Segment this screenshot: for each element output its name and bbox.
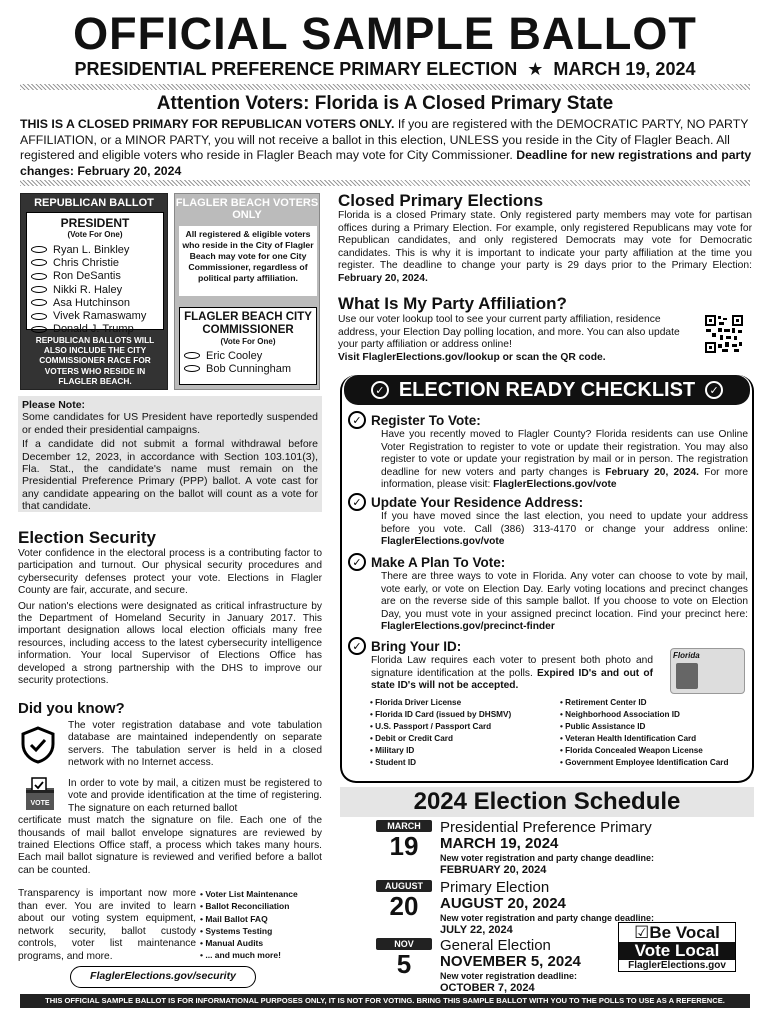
item-title: Update Your Residence Address: [371, 494, 584, 510]
calendar-day: 5 [396, 949, 412, 979]
calendar-month: NOV [376, 938, 432, 950]
item-body [371, 655, 653, 693]
attention-body [20, 117, 752, 179]
list-item: • Student ID [370, 757, 560, 769]
candidate-option[interactable] [27, 283, 163, 296]
event-date: MARCH 19, 2024 [440, 835, 559, 852]
item-text: Have you recently moved to Flagler County? Florida residents can use Online Voter Registration to register to vote or update their registration. You may also register to vote or update your registration by mail or in person. The registration deadline for new voters and party changes is [381, 429, 748, 478]
list-item: • Systems Testing [200, 925, 325, 937]
candidate-name: Ron DeSantis [53, 270, 121, 283]
item-text: If you have moved since the last election, you need to update your address before you vote. Call (386) 313-4170 or change your address online: [381, 511, 748, 535]
candidate-name: Ryan L. Binkley [53, 243, 130, 256]
security-p1: Voter confidence in the electoral process is a contributing factor to participation and turnout. Our physical security procedures and cybersecurity defenses protect your vote. Elections in Flagler County are fair, accurate, and secure. [18, 548, 322, 597]
checkbox-icon: ☑ [634, 923, 650, 942]
qr-code-icon[interactable] [704, 314, 744, 354]
election-security-title: Election Security [18, 528, 156, 547]
event-name: Primary Election [440, 879, 550, 896]
candidate-name: Vivek Ramaswamy [53, 310, 147, 323]
check-circle-icon: ✓ [348, 637, 366, 655]
closed-deadline: February 20, 2024. [338, 272, 428, 284]
item-deadline: February 20, 2024. [605, 466, 700, 478]
attention-deadline: Deadline for new registrations and party changes: February 20, 2024 [20, 148, 752, 178]
schedule-title: 2024 Election Schedule [413, 788, 681, 815]
checklist-title: ELECTION READY CHECKLIST [398, 378, 696, 401]
star-icon: ★ [522, 59, 549, 79]
party-text: Use our voter lookup tool to see your current party affiliation, residence address, your Election Day polling location, and more. You can also update your party affiliation or address online! [338, 314, 680, 351]
list-item: • U.S. Passport / Passport Card [370, 721, 560, 733]
event-deadline: FEBRUARY 20, 2024 [440, 864, 547, 876]
checklist-item-address [348, 493, 748, 549]
checklist-item-plan [348, 553, 748, 634]
candidate-option[interactable] [180, 349, 316, 362]
check-circle-icon: ✓ [705, 381, 723, 399]
id-card-label: Florida [673, 651, 700, 660]
id-list-column [560, 697, 750, 769]
candidate-option[interactable] [27, 270, 163, 283]
dyk-p2-a: In order to vote by mail, a citizen must be registered to vote and provide identification at the time of registering. The signature on each returned ballot [68, 778, 322, 814]
id-card-icon [670, 648, 745, 694]
check-circle-icon: ✓ [348, 493, 366, 511]
shield-check-icon [20, 726, 56, 764]
did-you-know-p1: The voter registration database and vote tabulation database are maintained independently on separate servers. The tabulation server is held in a closed network with no Internet access. [68, 720, 322, 769]
ballot-oval-icon [31, 313, 47, 320]
election-date: MARCH 19, 2024 [553, 59, 696, 79]
lookup-link[interactable]: Visit FlaglerElections.gov/lookup or scan the QR code. [338, 351, 606, 363]
election-name: PRESIDENTIAL PREFERENCE PRIMARY ELECTION [74, 59, 518, 79]
event-date: NOVEMBER 5, 2024 [440, 953, 581, 970]
item-body [381, 511, 748, 549]
candidate-option[interactable] [27, 296, 163, 309]
flagler-ballot-description: All registered & eligible voters who reside in the City of Flagler Beach may vote for one City Commissioner, regardless of political party affiliation. [179, 226, 317, 296]
be-vocal-logo [618, 922, 736, 972]
closed-primary-body [338, 210, 752, 286]
election-security-body [18, 548, 322, 690]
republican-ballot-header: REPUBLICAN BALLOT [34, 197, 154, 209]
accepted-id-list [370, 697, 750, 769]
please-note-p1: Some candidates for US President have reportedly suspended or ended their presidential campaigns. [22, 411, 318, 436]
item-title: Bring Your ID: [371, 638, 462, 654]
list-item: • Mail Ballot FAQ [200, 913, 325, 925]
logo-text: Be Vocal [649, 923, 720, 942]
calendar-day: 20 [389, 891, 419, 921]
candidate-option[interactable] [27, 243, 163, 256]
security-p2: Our nation's elections were designated as critical infrastructure by the Department of Homeland Security in January 2017. This important designation allows local election officials many free resources, including access to the latest cybersecurity intelligence information. Your local Supervisor of Elections Office has developed a strong partnership with the DHS to improve our security protections. [18, 600, 322, 687]
party-affiliation-body [338, 314, 693, 364]
item-text: Florida Law requires each voter to present both photo and signature identification at the polls. [371, 655, 653, 679]
ballot-oval-icon [184, 365, 200, 372]
list-item: • Neighborhood Association ID [560, 709, 750, 721]
candidate-name: Nikki R. Haley [53, 283, 123, 296]
checklist-item-register [348, 411, 748, 492]
transparency-body: Transparency is important now more than ever. You are invited to learn about our voting system equipment, network security, ballot custody controls, voter list maintenance programs, and more. [18, 888, 196, 962]
ballot-oval-icon [31, 246, 47, 253]
please-note-box [18, 396, 322, 512]
item-title: Register To Vote: [371, 412, 481, 428]
precinct-finder-link[interactable]: FlaglerElections.gov/precinct-finder [381, 621, 555, 633]
list-item: • Veteran Health Identification Card [560, 733, 750, 745]
event-deadline: JULY 22, 2024 [440, 924, 513, 936]
attention-title: Attention Voters: Florida is A Closed Primary State [156, 93, 614, 114]
divider [20, 180, 750, 186]
event-name: Presidential Preference Primary [440, 819, 652, 836]
item-body [381, 571, 748, 634]
dyk-p2-b: certificate must match the signature on file. Each one of the thousands of mail ballot envelope signatures are reviewed by trained Elections Office staff, a process which takes many hours. Each mail ballot signature is reviewed and verified before a ballot can be counted. [18, 815, 322, 876]
ballot-box-label: VOTE [30, 800, 50, 807]
page-subtitle [0, 58, 770, 80]
president-race [26, 212, 164, 336]
list-item: • Military ID [370, 745, 560, 757]
transparency-list [200, 888, 325, 962]
item-body [381, 429, 748, 492]
list-item: • Voter List Maintenance [200, 888, 325, 900]
event-name: General Election [440, 937, 551, 954]
calendar-icon [376, 820, 432, 861]
candidate-name: Donald J. Trump [53, 323, 134, 336]
security-link-button[interactable]: FlaglerElections.gov/security [70, 966, 256, 988]
closed-text: Florida is a closed Primary state. Only registered party members may vote for partisan offices during a Primary Election. For example, only registered Republicans may vote for Republican candidates, and only registered Democrats may vote for Democratic candidates. This is why it is important to indicate your party affiliation at the time you register. The deadline to change your party is 29 days prior to the Primary Election: [338, 210, 752, 272]
list-item: • ... and much more! [200, 949, 325, 961]
candidate-option[interactable] [27, 309, 163, 322]
list-item: • Retirement Center ID [560, 697, 750, 709]
vote-link[interactable]: FlaglerElections.gov/vote [493, 479, 617, 491]
check-circle-icon: ✓ [348, 411, 366, 429]
list-item: • Ballot Reconciliation [200, 900, 325, 912]
event-deadline-label: New voter registration and party change deadline: [440, 913, 655, 923]
candidate-name: Asa Hutchinson [53, 296, 131, 309]
list-item: • Public Assistance ID [560, 721, 750, 733]
calendar-day: 19 [389, 831, 419, 861]
did-you-know-p2 [18, 778, 322, 877]
calendar-month: MARCH [376, 820, 432, 832]
event-deadline: OCTOBER 7, 2024 [440, 982, 535, 994]
id-list-column [370, 697, 560, 769]
candidate-name: Chris Christie [53, 256, 120, 269]
list-item: • Florida Driver License [370, 697, 560, 709]
logo-line-1 [619, 923, 735, 942]
item-warning: Expired ID's and out of state ID's will not be accepted. [371, 667, 653, 692]
race-title: PRESIDENT [60, 216, 130, 230]
list-item: • Florida Concealed Weapon License [560, 745, 750, 757]
candidate-option[interactable] [180, 362, 316, 375]
event-deadline-label: New voter registration and party change deadline: [440, 853, 655, 863]
divider [20, 84, 750, 90]
please-note-title: Please Note: [22, 399, 86, 411]
candidate-name: Eric Cooley [206, 349, 263, 362]
list-item: • Government Employee Identification Card [560, 757, 750, 769]
did-you-know-title: Did you know? [18, 700, 125, 717]
event-date: AUGUST 20, 2024 [440, 895, 566, 912]
attention-text: If you are registered with the DEMOCRATIC PARTY, NO PARTY AFFILIATION, or a MINOR PARTY, you will not receive a ballot in this election, UNLESS you reside in the City of Flagler Beach. All registered and eligible voters who reside in Flagler Beach may vote for City Commissioner. [20, 117, 749, 162]
logo-line-2: Vote Local [619, 942, 735, 960]
list-item: • Florida ID Card (issued by DHSMV) [370, 709, 560, 721]
vote-for-one: (Vote For One) [67, 230, 123, 239]
republican-ballot [20, 193, 168, 390]
calendar-icon [376, 938, 432, 979]
closed-primary-title: Closed Primary Elections [338, 191, 544, 210]
calendar-month: AUGUST [376, 880, 432, 892]
check-circle-icon: ✓ [348, 553, 366, 571]
ballot-oval-icon [31, 326, 47, 333]
footer-disclaimer: THIS OFFICIAL SAMPLE BALLOT IS FOR INFORMATIONAL PURPOSES ONLY, IT IS NOT FOR VOTING. BRING THIS SAMPLE BALLOT WITH YOU TO THE POLLS TO USE AS A REFERENCE. [20, 994, 750, 1008]
list-item: • Debit or Credit Card [370, 733, 560, 745]
list-item: • Manual Audits [200, 937, 325, 949]
ballot-oval-icon [184, 352, 200, 359]
item-title: Make A Plan To Vote: [371, 554, 506, 570]
ballot-oval-icon [31, 286, 47, 293]
item-text: For more information, please visit: [381, 466, 748, 491]
vote-for-one: (Vote For One) [220, 337, 276, 346]
calendar-icon [376, 880, 432, 921]
checklist-header [344, 375, 750, 405]
page-title: OFFICIAL SAMPLE BALLOT [73, 8, 697, 59]
id-photo [676, 663, 698, 689]
candidate-option[interactable] [27, 256, 163, 269]
flagler-beach-ballot [174, 193, 320, 390]
item-text: There are three ways to vote in Florida. Any voter can choose to vote by mail, vote early, or vote on Election Day. Early voting locations and precinct changes are on the reverse side of this sample ballot. If you choose to vote on Election Day, you must vote in your assigned precinct location. Find your precinct here: [381, 571, 748, 620]
event-deadline-label: New voter registration deadline: [440, 971, 578, 981]
race-title: FLAGLER BEACH CITY COMMISSIONER [184, 311, 312, 336]
candidate-name: Bob Cunningham [206, 362, 292, 375]
vote-link[interactable]: FlaglerElections.gov/vote [381, 536, 505, 548]
attention-bold: THIS IS A CLOSED PRIMARY FOR REPUBLICAN VOTERS ONLY. [20, 117, 395, 131]
ballot-oval-icon [31, 299, 47, 306]
logo-url: FlaglerElections.gov [628, 960, 726, 971]
commissioner-race [179, 307, 317, 385]
republican-ballot-note: REPUBLICAN BALLOTS WILL ALSO INCLUDE THE CITY COMMISSIONER RACE FOR VOTERS WHO RESIDE IN FLAGLER BEACH. [35, 335, 155, 386]
ballot-oval-icon [31, 259, 47, 266]
check-circle-icon: ✓ [371, 381, 389, 399]
please-note-p2: If a candidate did not submit a formal withdrawal before December 12, 2023, in accordance with Section 103.101(3), Fla. Stat., the candidate's name must remain on the Presidential Preference Primary (PPP) ballot. A vote cast for any candidate appearing on the ballot will count as a vote for that candidate. [22, 438, 318, 513]
party-affiliation-title: What Is My Party Affiliation? [338, 294, 567, 313]
ballot-oval-icon [31, 273, 47, 280]
flagler-ballot-header: FLAGLER BEACH VOTERS ONLY [175, 197, 319, 221]
